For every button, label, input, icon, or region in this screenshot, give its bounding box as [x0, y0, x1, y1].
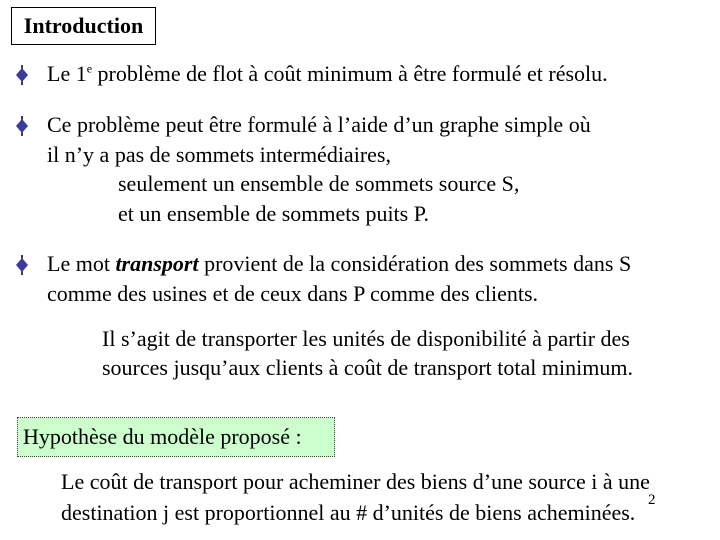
slide-title: Introduction — [11, 7, 156, 45]
bullet-3-line-2: comme des usines et de ceux dans P comme des clients. — [47, 281, 539, 306]
bullet-3-line-1: Le mot transport provient de la considération des sommets dans S — [47, 251, 632, 276]
bullet-2-line-3: seulement un ensemble de sommets source S, — [118, 171, 520, 196]
diamond-bullet-icon — [15, 255, 29, 275]
page-number: 2 — [648, 492, 656, 508]
hypothesis-label: Hypothèse du modèle proposé : — [17, 417, 335, 457]
diamond-bullet-icon — [15, 65, 29, 85]
detail-line-2: sources jusqu’aux clients à coût de transport total minimum. — [102, 355, 633, 380]
diamond-bullet-icon — [15, 116, 29, 136]
detail-line-1: Il s’agit de transporter les unités de disponibilité à partir des — [102, 326, 630, 351]
hypothesis-line-1: Le coût de transport pour acheminer des biens d’une source i à une — [61, 469, 650, 494]
bullet-2-line-1: Ce problème peut être formulé à l’aide d’un graphe simple où — [47, 112, 591, 137]
bullet-1-text: Le 1e problème de flot à coût minimum à être formulé et résolu. — [47, 61, 608, 86]
bullet-2-line-4: et un ensemble de sommets puits P. — [118, 201, 430, 226]
transport-emphasis: transport — [115, 251, 199, 276]
bullet-2-line-2: il n’y a pas de sommets intermédiaires, — [47, 142, 391, 167]
hypothesis-line-2: destination j est proportionnel au # d’unités de biens acheminées. — [61, 500, 636, 525]
